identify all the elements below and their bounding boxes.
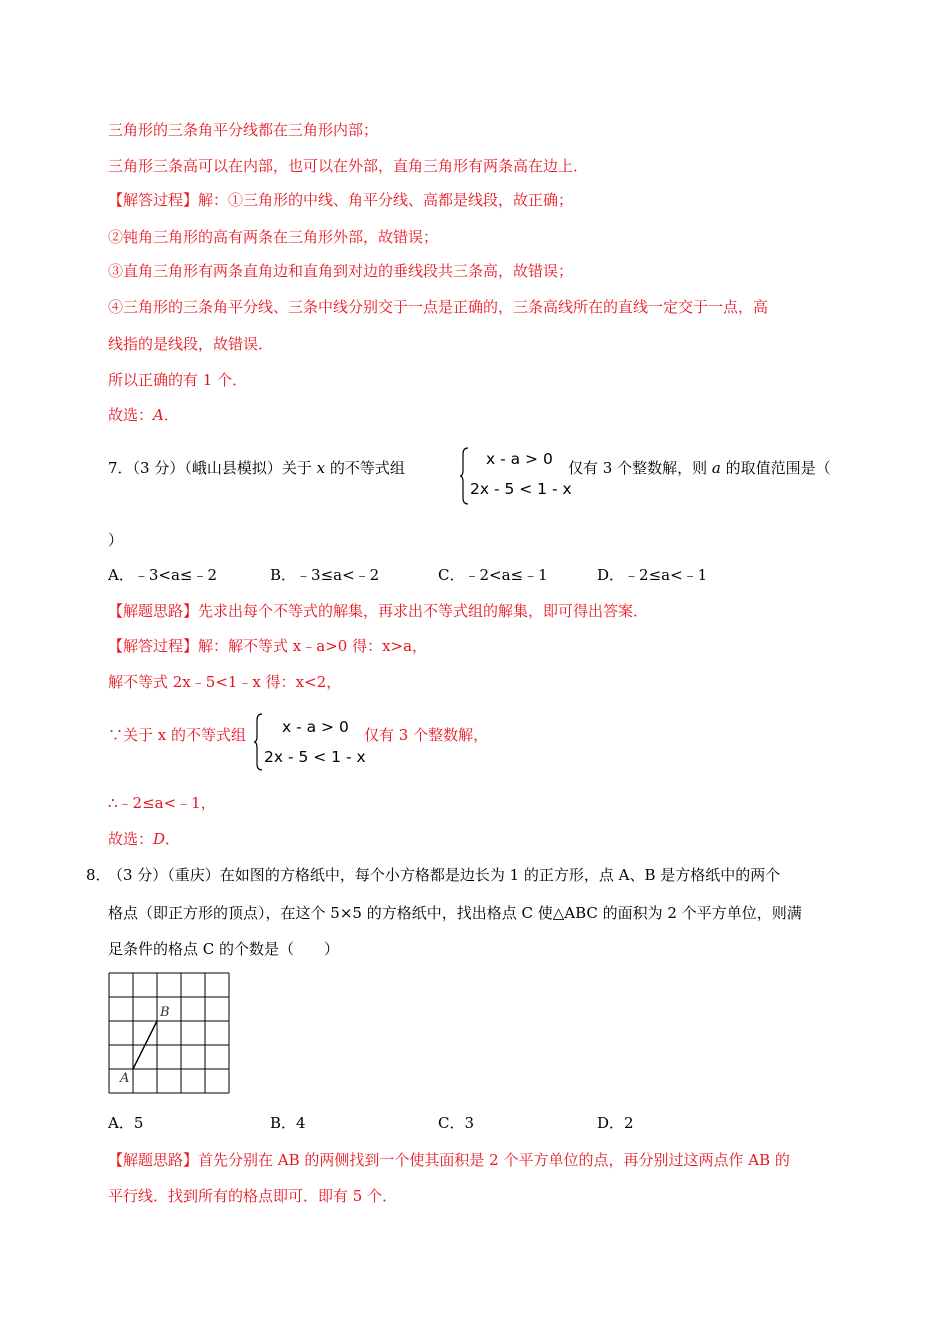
option-text: ﹣2≤a<﹣1 — [624, 566, 708, 584]
q7-process-3: ∵关于 x 的不等式组 — [108, 726, 246, 744]
q8-option-b — [270, 1113, 306, 1133]
option-label: D． — [597, 566, 625, 584]
q7-score: （3 分） — [132, 459, 185, 477]
option-label: A． — [108, 566, 134, 584]
q7-close-paren: ） — [108, 531, 124, 549]
option-label: C． — [438, 566, 465, 584]
q7-inequality-2: 2x - 5 < 1 - x — [470, 480, 572, 498]
sol6-line-5: ③直角三角形有两条直角边和直角到对边的垂线段共三条高，故错误； — [108, 262, 574, 280]
q7-process-1 — [108, 636, 427, 656]
option-label: A． — [108, 1114, 134, 1132]
q8-option-a — [108, 1113, 143, 1133]
chosen-answer: D — [153, 830, 166, 848]
q7-process-2: 解不等式 2x﹣5<1﹣x 得：x<2， — [108, 673, 342, 691]
q7-inequality-system — [460, 446, 570, 506]
process-inequality-1: x - a > 0 — [282, 718, 349, 736]
sol6-line-1: 三角形的三条角平分线都在三角形内部； — [108, 121, 379, 139]
process-text: 解：解不等式 x﹣a>0 得：x>a， — [198, 637, 428, 655]
option-text: ﹣2<a≤﹣1 — [464, 566, 548, 584]
var-a: a — [711, 459, 721, 477]
sol6-line-4: ②钝角三角形的高有两条在三角形外部，故错误； — [108, 228, 439, 246]
idea-text: 先求出每个不等式的解集，再求出不等式组的解集，即可得出答案． — [198, 602, 649, 620]
option-text: 5 — [133, 1114, 144, 1132]
q8-number: 8． — [86, 866, 111, 884]
left-brace-icon — [254, 712, 264, 772]
q7-option-b — [270, 565, 379, 585]
q7-stem-mid: 的不等式组 — [329, 459, 405, 477]
q8-option-d — [597, 1113, 634, 1133]
q7-idea — [108, 601, 648, 621]
option-label: B． — [270, 566, 297, 584]
answer-process-tag: 【解答过程】 — [108, 637, 199, 655]
answer-process-tag: 【解答过程】 — [108, 191, 199, 209]
point-a-label: A — [120, 1071, 130, 1086]
q7-option-a — [108, 565, 217, 585]
q8-idea-1 — [108, 1150, 790, 1170]
q8-line-1: （3 分）（重庆）在如图的方格纸中，每个小方格都是边长为 1 的正方形，点 A、B 是方格纸中的两个 — [108, 866, 781, 884]
q7-source: （峨山县模拟） — [184, 459, 282, 477]
sol6-line-2: 三角形三条高可以在内部，也可以在外部，直角三角形有两条高在边上． — [108, 157, 589, 175]
point-b-label: B — [160, 1005, 170, 1020]
option-text: 3 — [464, 1114, 475, 1132]
q7-stem-right — [568, 458, 831, 478]
q7-number: 7． — [108, 459, 133, 477]
choose-prefix: 故选： — [108, 406, 154, 424]
option-text: ﹣3<a≤﹣2 — [133, 566, 218, 584]
sol6-line-7: 线指的是线段，故错误． — [108, 335, 274, 353]
q7-stem-post1: 仅有 3 个整数解，则 — [568, 459, 708, 477]
q8-line-2: 格点（即正方形的顶点），在这个 5×5 的方格纸中，找出格点 C 使△ABC 的面积为 2 个平方单位，则满 — [108, 904, 802, 922]
sol6-conclusion — [108, 405, 179, 425]
choose-prefix: 故选： — [108, 830, 154, 848]
q7-option-d — [597, 565, 707, 585]
idea-tag: 【解题思路】 — [108, 602, 199, 620]
q7-inequality-1: x - a > 0 — [486, 450, 553, 468]
sol6-line-8: 所以正确的有 1 个． — [108, 371, 248, 389]
q7-stem-left — [108, 458, 405, 478]
process-inequality-2: 2x - 5 < 1 - x — [264, 748, 366, 766]
option-label: B． — [270, 1114, 297, 1132]
idea-tag: 【解题思路】 — [108, 1151, 199, 1169]
chosen-answer: A — [153, 406, 164, 424]
q7-process-4: ∴﹣2≤a<﹣1， — [108, 794, 216, 812]
q8-option-c — [438, 1113, 474, 1133]
q7-option-c — [438, 565, 548, 585]
idea-text: 首先分别在 AB 的两侧找到一个使其面积是 2 个平方单位的点，再分别过这两点作 AB 的 — [198, 1151, 790, 1169]
q7-conclusion — [108, 829, 180, 849]
sol6-line-3 — [108, 190, 573, 210]
choose-suffix: ． — [165, 830, 181, 848]
q7-process-inequality-system — [254, 712, 364, 772]
option-label: C． — [438, 1114, 465, 1132]
q8-grid-figure — [108, 972, 230, 1094]
q7-stem-pre: 关于 — [281, 459, 312, 477]
q8-line-3: 足条件的格点 C 的个数是（ ） — [108, 940, 340, 958]
q8-idea-2: 平行线．找到所有的格点即可．即有 5 个． — [108, 1187, 398, 1205]
option-text: 4 — [296, 1114, 306, 1132]
q7-process-3-post: 仅有 3 个整数解， — [364, 726, 489, 744]
left-brace-icon — [460, 446, 470, 506]
sol6-line-3-text: 解：①三角形的中线、角平分线、高都是线段，故正确； — [198, 191, 574, 209]
option-text: ﹣3≤a<﹣2 — [296, 566, 380, 584]
option-label: D． — [597, 1114, 625, 1132]
var-x: x — [316, 459, 326, 477]
choose-suffix: ． — [163, 406, 179, 424]
q7-stem-post2: 的取值范围是（ — [725, 459, 831, 477]
sol6-line-6: ④三角形的三条角平分线、三条中线分别交于一点是正确的，三条高线所在的直线一定交于一点，高 — [108, 298, 769, 316]
option-text: 2 — [624, 1114, 634, 1132]
